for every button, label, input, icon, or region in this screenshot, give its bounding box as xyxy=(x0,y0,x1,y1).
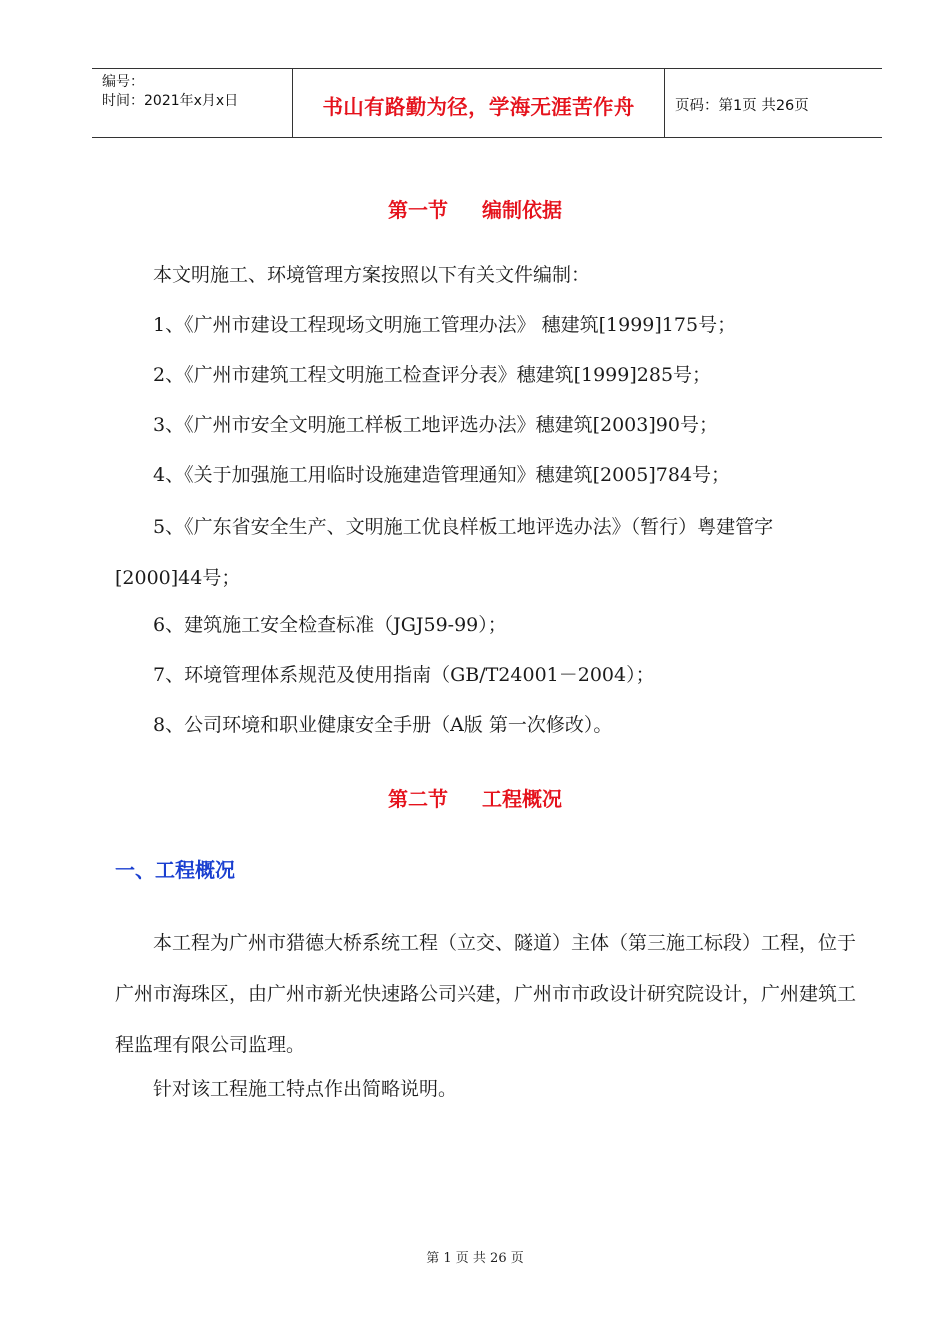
basis-item-8: 8、公司环境和职业健康安全手册（A版 第一次修改）。 xyxy=(153,714,613,736)
section-2-number: 第二节 xyxy=(388,787,448,811)
basis-item-2: 2、《广州市建筑工程文明施工检查评分表》穗建筑[1999]285号； xyxy=(153,364,712,386)
basis-item-6: 6、建筑施工安全检查标准（JGJ59-99）； xyxy=(153,614,507,636)
section-2-heading: 工程概况 xyxy=(482,787,562,811)
project-overview-paragraph: 本工程为广州市猎德大桥系统工程（立交、隧道）主体（第三施工标段）工程，位于广州市海珠区，由广州市新光快速路公司兴建，广州市市政设计研究院设计，广州建筑工程监理有限公司监理。 xyxy=(115,932,857,1056)
section-1-title xyxy=(0,194,950,223)
page-footer: 第 1 页 共 26 页 xyxy=(426,1251,524,1266)
header-number-label: 编号： xyxy=(102,74,144,90)
project-note-paragraph: 针对该工程施工特点作出简略说明。 xyxy=(153,1078,458,1100)
header-page-label: 页码：第1页 共26页 xyxy=(675,98,809,114)
section-1-number: 第一节 xyxy=(388,198,448,222)
basis-item-4: 4、《关于加强施工用临时设施建造管理通知》穗建筑[2005]784号； xyxy=(153,464,731,486)
page-header xyxy=(92,68,882,138)
section-1-heading: 编制依据 xyxy=(482,198,562,222)
header-time-label: 时间：2021年x月x日 xyxy=(102,93,239,109)
basis-item-1: 1、《广州市建设工程现场文明施工管理办法》 穗建筑[1999]175号； xyxy=(153,314,737,336)
basis-item-5: 5、《广东省安全生产、文明施工优良样板工地评选办法》（暂行）粤建管字[2000]44号； xyxy=(115,516,774,589)
section-2-title xyxy=(0,783,950,812)
section-1-intro: 本文明施工、环境管理方案按照以下有关文件编制： xyxy=(153,264,591,286)
header-meta xyxy=(92,69,292,137)
basis-item-7: 7、环境管理体系规范及使用指南（GB/T24001－2004）； xyxy=(153,664,655,686)
basis-item-3: 3、《广州市安全文明施工样板工地评选办法》穗建筑[2003]90号； xyxy=(153,414,718,436)
header-motto: 书山有路勤为径，学海无涯苦作舟 xyxy=(292,69,665,137)
subheading-project-overview: 一、工程概况 xyxy=(115,858,235,882)
